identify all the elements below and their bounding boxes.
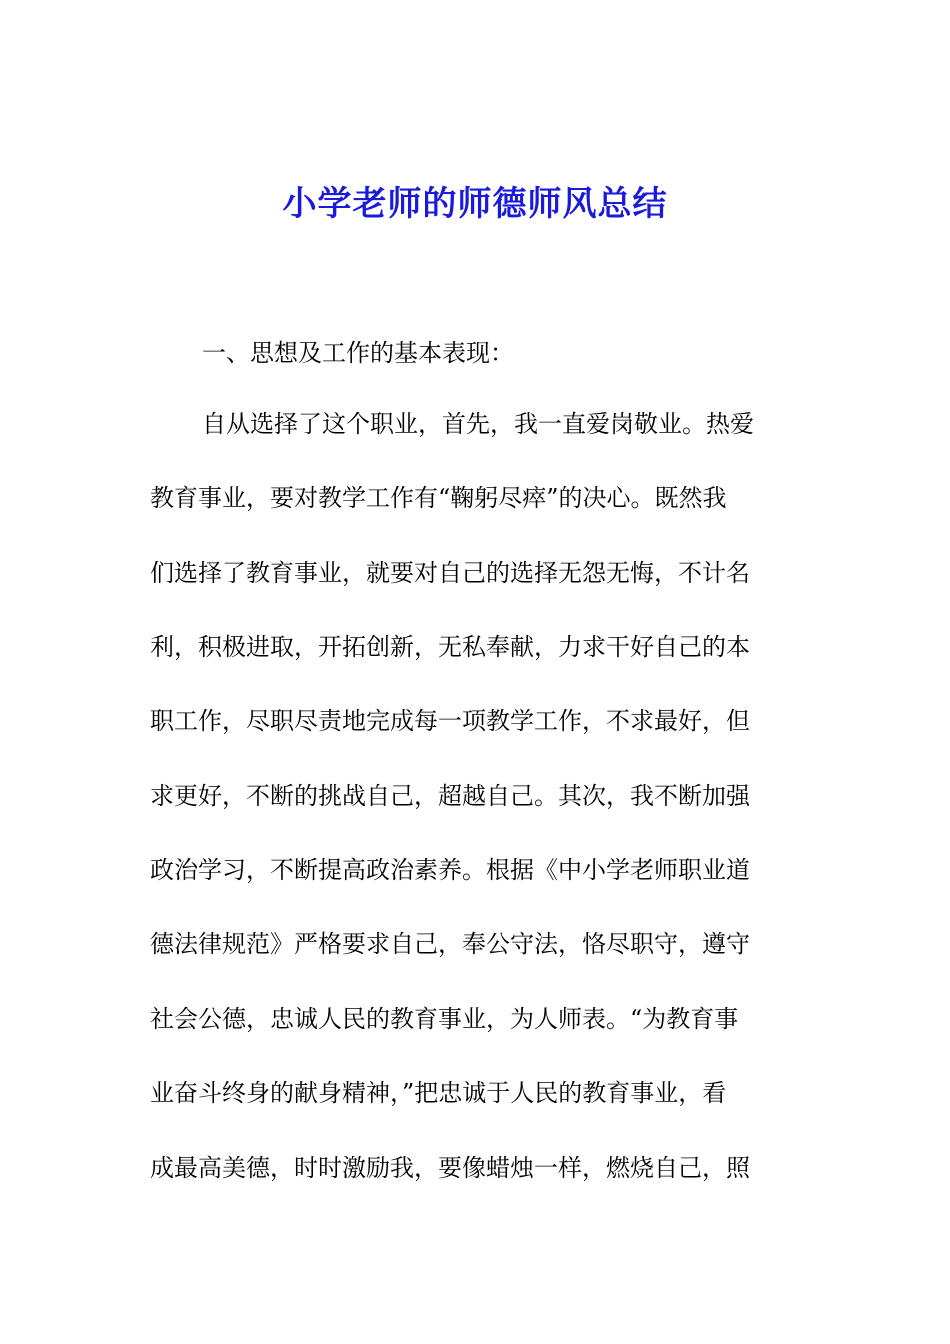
document-title: 小学老师的师德师风总结 (282, 184, 668, 224)
paragraph-line: 教育事业，要对教学工作有“鞠躬尽瘁”的决心。既然我 (150, 484, 727, 512)
paragraph-line: 职工作，尽职尽责地完成每一项教学工作，不求最好，但 (150, 707, 750, 735)
paragraph-line: 们选择了教育事业，就要对自己的选择无怨无悔，不计名 (150, 559, 750, 587)
paragraph-line: 利，积极进取，开拓创新，无私奉献，力求干好自己的本 (150, 633, 750, 661)
paragraph-line: 自从选择了这个职业，首先，我一直爱岗敬业。热爱 (202, 410, 754, 438)
paragraph-line: 政治学习，不断提高政治素养。根据《中小学老师职业道 (150, 856, 750, 884)
paragraph-line: 业奋斗终身的献身精神，”把忠诚于人民的教育事业，看 (150, 1079, 727, 1107)
paragraph-line: 德法律规范》严格要求自己，奉公守法，恪尽职守，遵守 (150, 930, 750, 958)
paragraph-line: 成最高美德，时时激励我，要像蜡烛一样，燃烧自己，照 (150, 1154, 750, 1182)
section-heading: 一、思想及工作的基本表现： (202, 339, 514, 367)
paragraph-line: 求更好，不断的挑战自己，超越自己。其次，我不断加强 (150, 782, 750, 810)
paragraph-line: 社会公德，忠诚人民的教育事业，为人师表。“为教育事 (150, 1005, 739, 1033)
